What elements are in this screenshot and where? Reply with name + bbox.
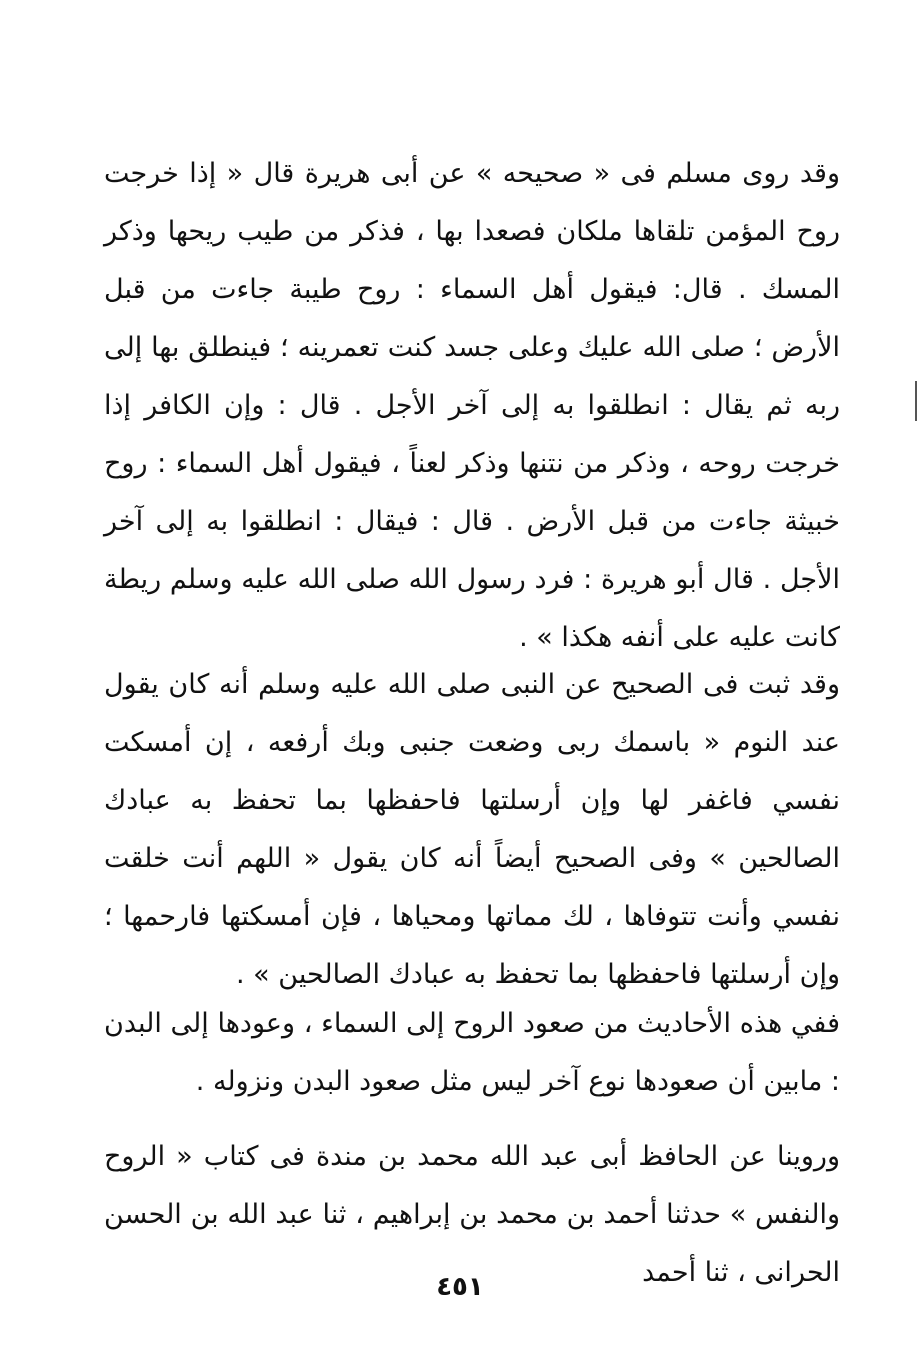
scan-edge-mark xyxy=(915,381,917,421)
paragraph-2: وقد ثبت فى الصحيح عن النبى صلى الله عليه وسلم أنه كان يقول عند النوم « باسمك ربى وضعت جنبى وبك أرفعه ، إن أمسكت نفسي فاغفر لها وإن أرسلتها فاحفظها بما تحفظ به عبادك الصالحين » وفى الصحيح أيضاً أنه كان يقول « اللهم أنت خلقت نفسي وأنت تتوفاها ، لك مماتها ومحياها ، فإن أمسكتها فارحمها ؛ وإن أرسلتها فاحفظها بما تحفظ به عبادك الصالحين » . xyxy=(104,669,840,990)
paragraph-4: وروينا عن الحافظ أبى عبد الله محمد بن مندة فى كتاب « الروح والنفس » حدثنا أحمد بن محمد بن إبراهيم ، ثنا عبد الله بن الحسن الحرانى ، ثنا أحمد xyxy=(104,1141,840,1288)
paragraph-1: وقد روى مسلم فى « صحيحه » عن أبى هريرة قال « إذا خرجت روح المؤمن تلقاها ملكان فصعدا بها ، فذكر من طيب ريحها وذكر المسك . قال: فيقول أهل السماء : روح طيبة جاءت من قبل الأرض ؛ صلى الله عليك وعلى جسد كنت تعمرينه ؛ فينطلق بها إلى ربه ثم يقال : انطلقوا به إلى آخر الأجل . قال : وإن الكافر إذا خرجت روحه ، وذكر من نتنها وذكر لعناً ، فيقول أهل السماء : روح خبيثة جاءت من قبل الأرض . قال : فيقال : انطلقوا به إلى آخر الأجل . قال أبو هريرة : فرد رسول الله صلى الله عليه وسلم ريطة كانت عليه على أنفه هكذا » . xyxy=(104,158,840,653)
paragraph-3: ففي هذه الأحاديث من صعود الروح إلى السماء ، وعودها إلى البدن : مابين أن صعودها نوع آخر ليس مثل صعود البدن ونزوله . xyxy=(104,1008,840,1097)
page-number: ٤٥١ xyxy=(436,1272,484,1302)
